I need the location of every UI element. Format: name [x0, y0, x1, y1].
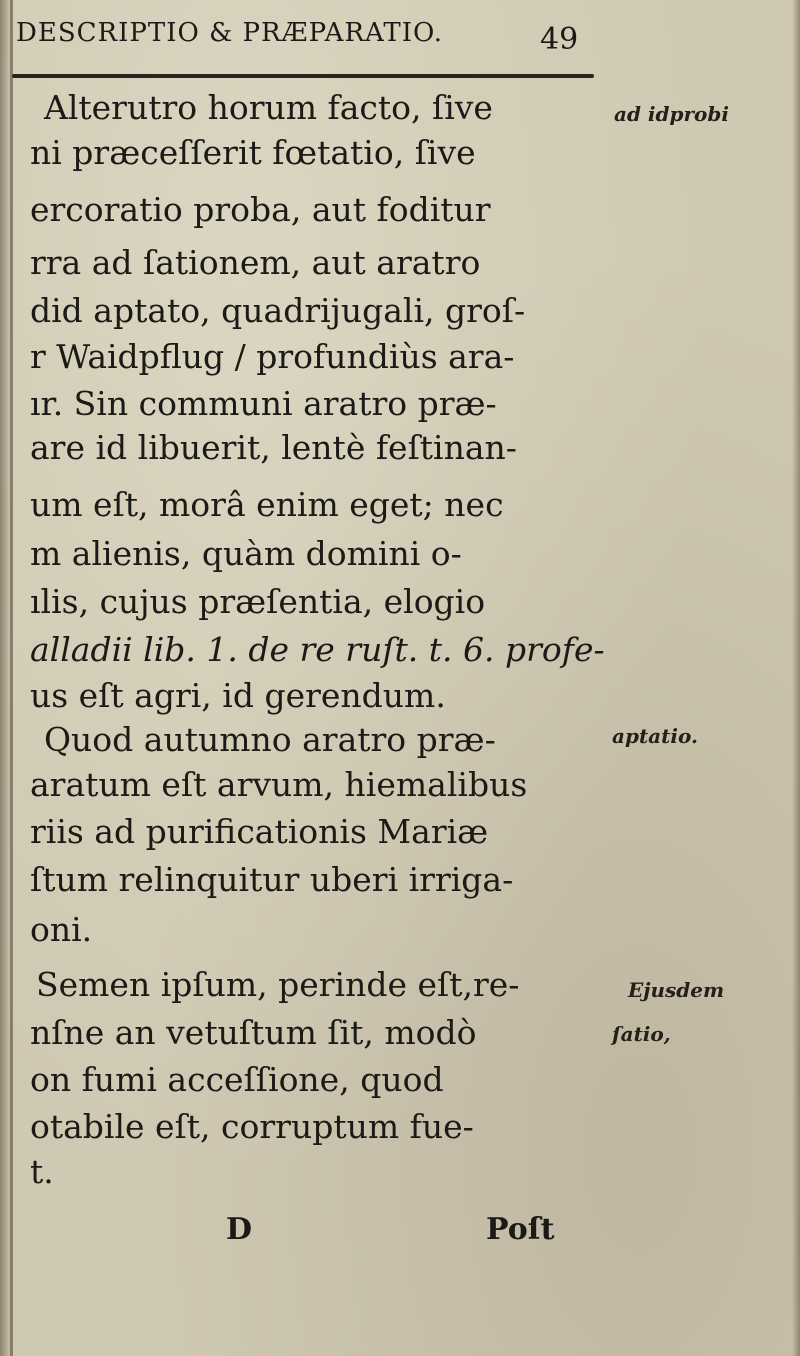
text-line-citation: alladii lib. 1. de re ruſt. t. 6. profe-	[30, 630, 605, 669]
running-header	[12, 18, 612, 68]
signature-mark: D	[226, 1212, 253, 1247]
text-line: are id libuerit, lentè feſtinan-	[30, 428, 517, 467]
text-line: oni.	[30, 910, 93, 949]
header-title: DESCRIPTIO & PRÆPARATIO.	[16, 18, 444, 48]
text-line: nſne an vetuſtum ſit, modò	[30, 1013, 477, 1052]
text-line: Semen ipſum, perinde eſt,re-	[36, 965, 520, 1004]
text-line: t.	[30, 1152, 54, 1191]
text-line: Alterutro horum facto, ſive	[44, 88, 493, 127]
text-line: Quod autumno aratro præ-	[44, 720, 496, 759]
page-number: 49	[540, 22, 579, 57]
text-line: ercoratio proba, aut foditur	[30, 190, 491, 229]
text-line: m alienis, quàm domini o-	[30, 534, 462, 573]
text-line: ır. Sin communi aratro præ-	[30, 384, 497, 423]
text-line: rra ad ſationem, aut aratro	[30, 243, 481, 282]
text-line: um eſt, morâ enim eget; nec	[30, 485, 504, 524]
margin-note: Ejusdem	[628, 978, 725, 1002]
text-line: otabile eſt, corruptum fue-	[30, 1107, 474, 1146]
text-line: on fumi acceſſione, quod	[30, 1060, 444, 1099]
text-line: did aptato, quadrijugali, groſ-	[30, 291, 526, 330]
margin-note: ad idprobi	[614, 102, 729, 126]
margin-note: aptatio.	[612, 724, 698, 748]
text-line: riis ad purificationis Mariæ	[30, 812, 489, 851]
text-line: ni præceſſerit fœtatio, ſive	[30, 133, 476, 172]
margin-note: ſatio,	[612, 1022, 671, 1046]
text-line: us eſt agri, id gerendum.	[30, 676, 446, 715]
page-right-edge	[792, 0, 800, 1356]
text-line: r Waidpflug / profundiùs ara-	[30, 337, 515, 376]
header-rule	[12, 74, 594, 78]
text-line: ſtum relinquitur uberi irriga-	[30, 860, 514, 899]
text-line: aratum eſt arvum, hiemalibus	[30, 765, 528, 804]
catchword: Poſt	[486, 1212, 555, 1247]
text-line: ılis, cujus præſentia, elogio	[30, 582, 486, 621]
binding-edge-line	[10, 0, 13, 1356]
